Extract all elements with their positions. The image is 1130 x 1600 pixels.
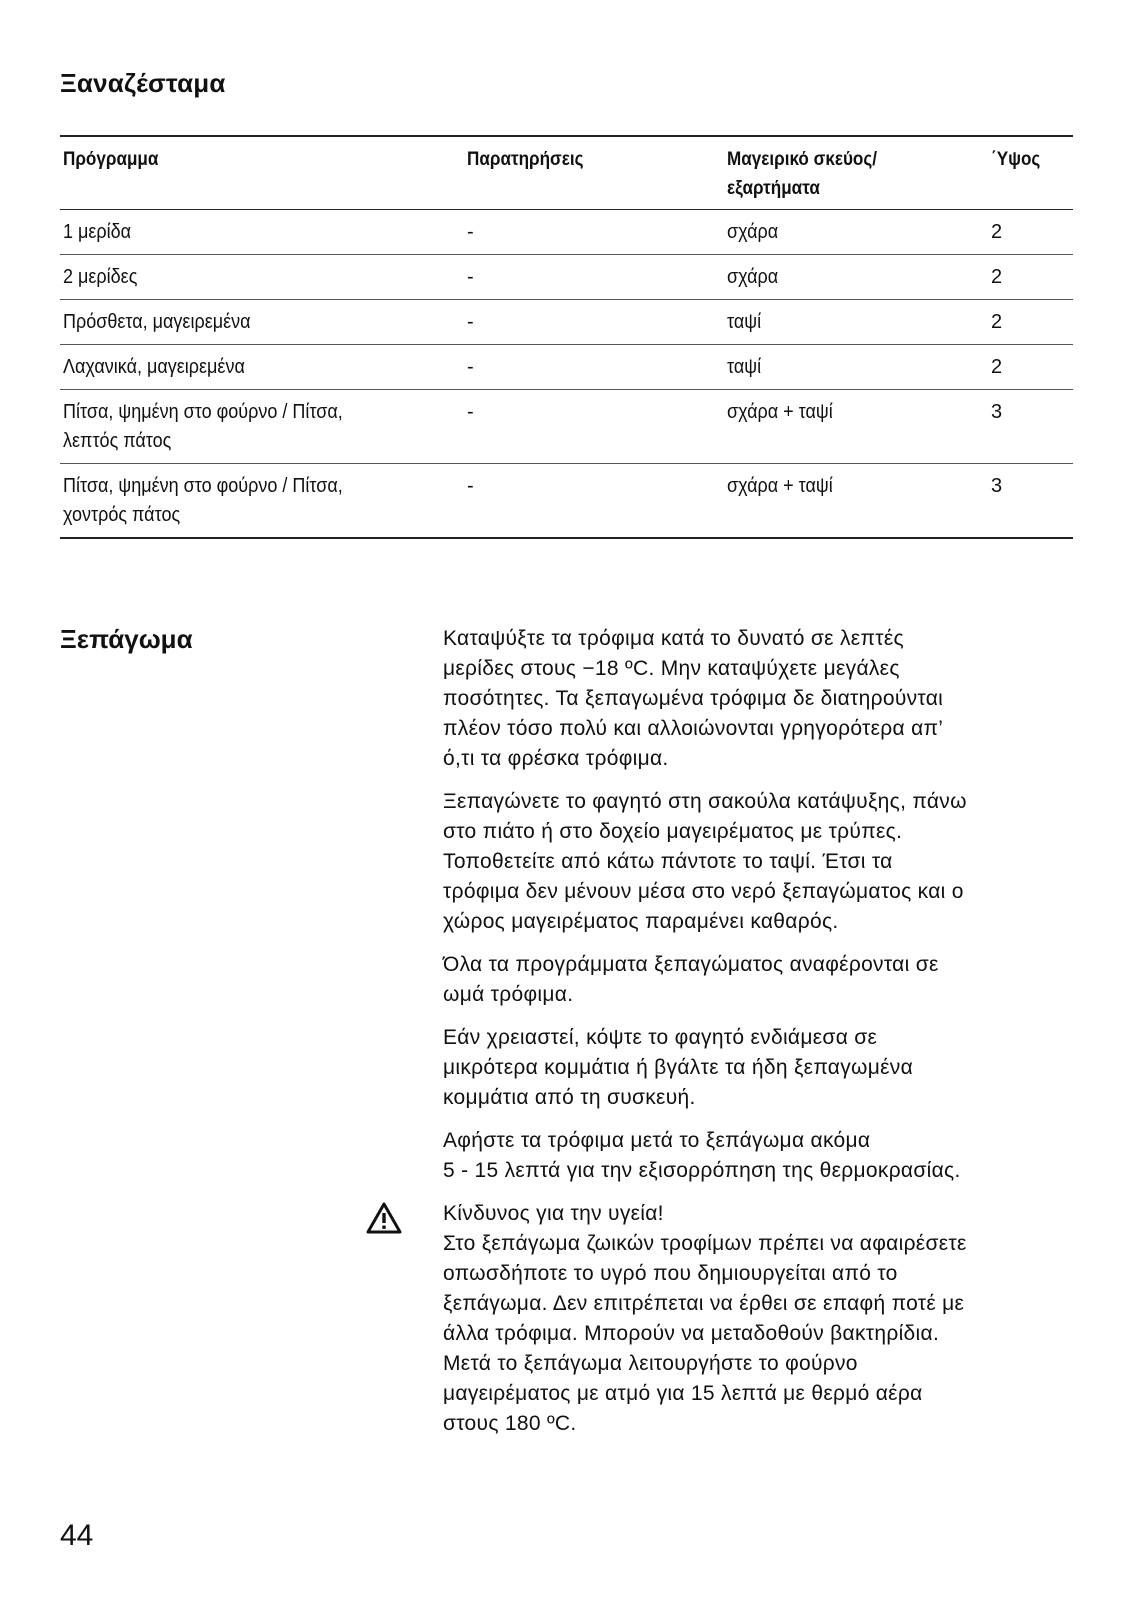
cell-program: Λαχανικά, μαγειρεμένα	[63, 356, 245, 378]
cell-cookware: σχάρα + ταψί	[727, 401, 833, 423]
cell-program: Πίτσα, ψημένη στο φούρνο / Πίτσα,	[63, 475, 343, 497]
cell-remarks: -	[467, 311, 474, 333]
header-height: ΄Υψος	[991, 149, 1041, 170]
defrost-body	[443, 624, 1073, 1452]
cell-height: 2	[991, 266, 1003, 288]
cell-remarks: -	[467, 401, 474, 423]
cell-height: 2	[991, 221, 1003, 243]
cell-program-line2: χοντρός πάτος	[63, 504, 181, 526]
cell-cookware: σχάρα	[727, 266, 779, 288]
table-row	[60, 389, 1073, 463]
table-row	[60, 210, 1073, 254]
table-header-row	[60, 137, 1073, 210]
cell-cookware: ταψί	[727, 356, 762, 378]
section-title-defrost: Ξεπάγωμα	[60, 624, 193, 654]
cell-height: 3	[991, 401, 1003, 423]
cell-program: Πίτσα, ψημένη στο φούρνο / Πίτσα,	[63, 401, 343, 423]
header-program: Πρόγραμμα	[63, 149, 159, 170]
warning-triangle-icon	[365, 1201, 403, 1235]
cell-program: 1 μερίδα	[63, 221, 132, 243]
table-row	[60, 299, 1073, 344]
reheat-table	[60, 135, 1073, 539]
paragraph-warning: Κίνδυνος για την υγεία! Στο ξεπάγωμα ζωικών τροφίμων πρέπει να αφαιρέσετε οπωσδήποτε το υγρό που δημιουργείται από το ξεπάγωμα. Δεν επιτρέπεται να έρθει σε επαφή ποτέ με άλλα τρόφιμα. Μπορούν να μεταδοθούν βακτηρίδια. Μετά το ξεπάγωμα λειτουργήστε το φούρνο μαγειρέματος με ατμό για 15 λεπτά με θερμό αέρα στους 180 ºC.	[443, 1202, 967, 1435]
cell-remarks: -	[467, 356, 474, 378]
section-title-reheat: Ξαναζέσταμα	[60, 68, 226, 98]
paragraph-cut-food: Εάν χρειαστεί, κόψτε το φαγητό ενδιάμεσα σε μικρότερα κομμάτια ή βγάλτε τα ήδη ξεπαγωμένα κομμάτια από τη συσκευή.	[443, 1026, 914, 1109]
cell-remarks: -	[467, 266, 474, 288]
cell-height: 2	[991, 356, 1003, 378]
table-row	[60, 254, 1073, 299]
cell-cookware: σχάρα + ταψί	[727, 475, 833, 497]
paragraph-raw-food: Όλα τα προγράμματα ξεπαγώματος αναφέρονται σε ωμά τρόφιμα.	[443, 953, 939, 1006]
header-cookware-line1: Μαγειρικό σκεύος/	[727, 149, 878, 170]
cell-program: 2 μερίδες	[63, 266, 138, 288]
cell-cookware: ταψί	[727, 311, 762, 333]
paragraph-freeze-advice: Καταψύξτε τα τρόφιμα κατά το δυνατό σε λεπτές μερίδες στους −18 ºC. Μην καταψύχετε μεγάλες ποσότητες. Τα ξεπαγωμένα τρόφιμα δε διατηρούνται πλέον τόσο πολύ και αλλοιώνονται γρηγορότερα απ’ ό,τι τα φρέσκα τρόφιμα.	[443, 627, 944, 770]
paragraph-rest-time: Αφήστε τα τρόφιμα μετά το ξεπάγωμα ακόμα 5 - 15 λεπτά για την εξισορρόπηση της θερμοκρασίας.	[443, 1129, 961, 1182]
cell-cookware: σχάρα	[727, 221, 779, 243]
cell-height: 2	[991, 311, 1003, 333]
table-row	[60, 344, 1073, 389]
table-row	[60, 463, 1073, 537]
cell-program: Πρόσθετα, μαγειρεμένα	[63, 311, 251, 333]
cell-remarks: -	[467, 221, 474, 243]
header-remarks: Παρατηρήσεις	[467, 149, 584, 170]
cell-height: 3	[991, 475, 1003, 497]
cell-program-line2: λεπτός πάτος	[63, 430, 172, 452]
header-cookware-line2: εξαρτήματα	[727, 178, 820, 199]
health-warning	[443, 1199, 1073, 1439]
page-number: 44	[60, 1519, 94, 1552]
paragraph-defrost-method: Ξεπαγώνετε το φαγητό στη σακούλα κατάψυξης, πάνω στο πιάτο ή στο δοχείο μαγειρέματος με τρύπες. Τοποθετείτε από κάτω πάντοτε το ταψί. Έτσι τα τρόφιμα δεν μένουν μέσα στο νερό ξεπαγώματος και ο χώρος μαγειρέματος παραμένει καθαρός.	[443, 790, 967, 933]
cell-remarks: -	[467, 475, 474, 497]
